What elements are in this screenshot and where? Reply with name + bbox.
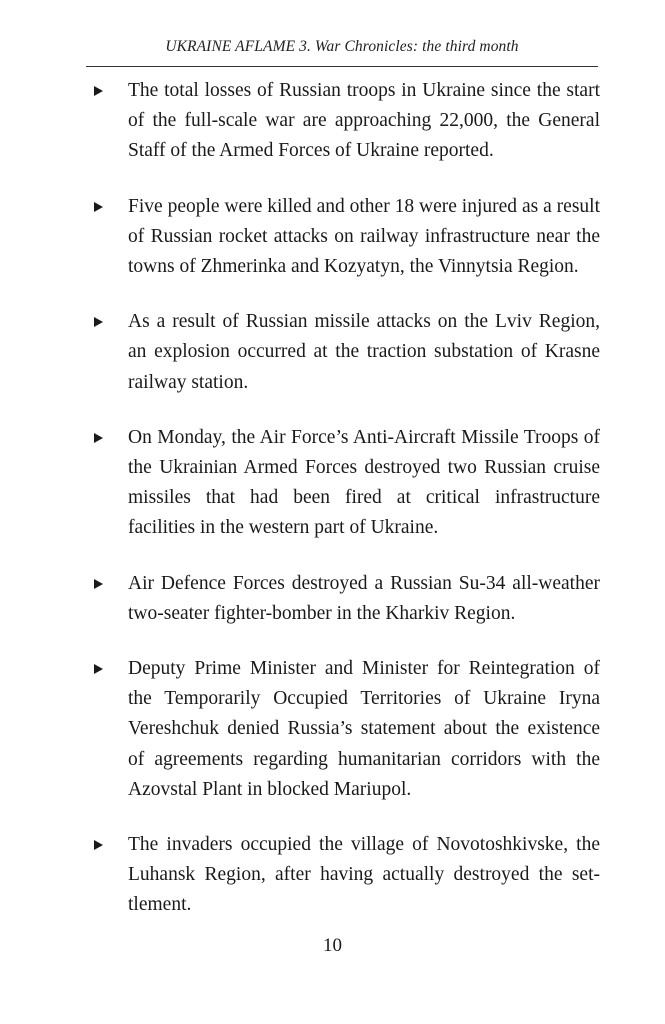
triangle-bullet-icon [94, 86, 103, 96]
list-item-text: Five people were killed and other 18 were injured as a result of Russian rocket attacks on railway infrastructure near the towns of Zhmerinka and Kozyatyn, the Vinnytsia Region. [128, 195, 600, 278]
list-item [86, 569, 600, 629]
triangle-bullet-icon [94, 202, 103, 212]
list-item-text: As a result of Russian missile attacks on the Lviv Region, an explosion occurred at the traction substation of Krasne railway station. [128, 311, 600, 393]
header-rule [86, 66, 598, 67]
list-item-text: Air Defence Forces destroyed a Russian Su-34 all-weather two-seater fighter-bomber in the Kharkiv Region. [128, 572, 600, 624]
list-item [86, 76, 600, 167]
triangle-bullet-icon [94, 317, 103, 327]
list-item-text: The invaders occupied the village of Novotoshkivske, the Luhansk Region, after having actually destroyed the settlement. [128, 834, 600, 916]
running-header: UKRAINE AFLAME 3. War Chronicles: the third month [165, 38, 519, 55]
triangle-bullet-icon [94, 840, 103, 850]
list-item [86, 423, 600, 544]
list-item [86, 654, 600, 805]
news-bullet-list [86, 76, 600, 946]
list-item [86, 830, 600, 921]
page-number: 10 [323, 935, 342, 956]
triangle-bullet-icon [94, 579, 103, 589]
list-item [86, 307, 600, 398]
list-item-text: The total losses of Russian troops in Ukraine since the start of the full-scale war are approaching 22,000, the General Staff of the Armed Forces of Ukraine reported. [128, 80, 600, 162]
list-item-text: On Monday, the Air Force’s Anti-Aircraft Missile Troops of the Ukrainian Armed Forces destroyed two Russian cruise missiles that had been fired at critical infrastructure facilities in the western part of Ukraine. [128, 426, 600, 539]
triangle-bullet-icon [94, 433, 103, 443]
list-item [86, 192, 600, 283]
list-item-text: Deputy Prime Minister and Minister for Reintegration of the Temporarily Occupied Territories of Ukraine Iryna Vereshchuk denied Russia’s statement about the existence of agreements regarding humanitarian corridors with the Azovstal Plant in blocked Mariupol. [128, 658, 600, 800]
triangle-bullet-icon [94, 664, 103, 674]
